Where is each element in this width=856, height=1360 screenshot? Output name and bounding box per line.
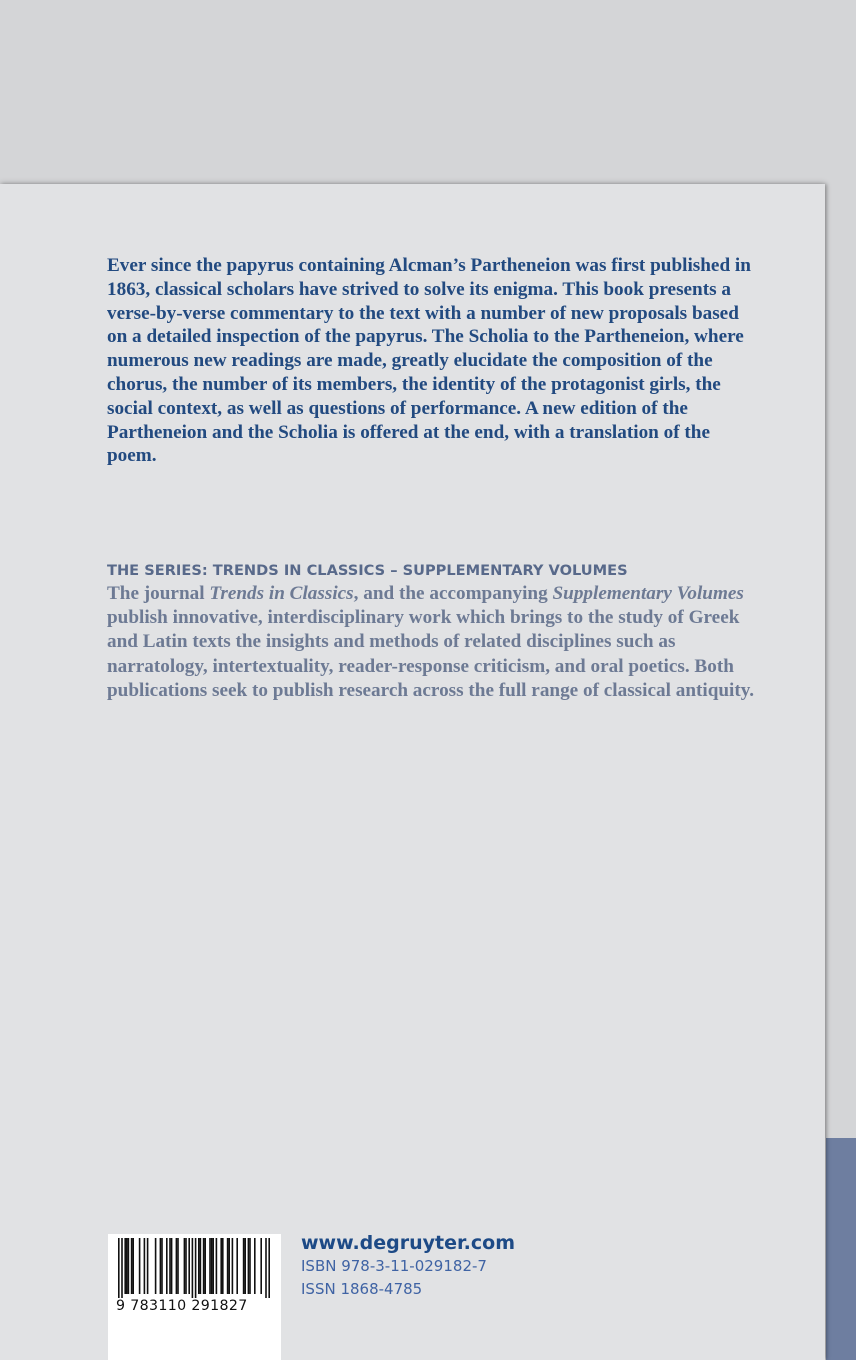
journal-title: Trends in Classics [209,583,354,604]
barcode-bar [128,1238,130,1294]
barcode-bar [126,1238,128,1294]
series-heading: THE SERIES: TRENDS IN CLASSICS – SUPPLEMENTARY VOLUMES [107,562,628,579]
book-description: Ever since the papyrus containing Alcman’s Partheneion was first published in 1863, classical scholars have strived to solve its enigma. This book presents a verse-by-verse commentary to the text with a number of new proposals based on a detailed inspection of the papyrus. The Scholia to the Partheneion, where numerous new readings are made, greatly elucidate the composition of the chorus, the number of its members, the identity of the protagonist girls, the social context, as well as questions of performance. A new edition of the Partheneion and the Scholia is offered at the end, with a translation of the poem. [107,255,751,467]
barcode-bar [131,1238,133,1294]
isbn: ISBN 978-3-11-029182-7 [301,1257,487,1275]
barcode-bar [232,1238,234,1294]
series-intro: The journal [107,583,210,604]
barcode-digits: 9 783110 291827 [116,1298,248,1314]
barcode-bar [260,1238,262,1294]
barcode-bar [249,1238,251,1294]
barcode-bar [222,1238,224,1294]
barcode-bar [121,1238,123,1298]
barcode-bar [254,1238,256,1294]
barcode-bar [177,1238,179,1294]
series-description [107,582,757,703]
barcode-bar [192,1238,194,1298]
barcode-bar [169,1238,171,1294]
barcode-bar [155,1238,157,1294]
publisher-url[interactable]: www.degruyter.com [301,1232,515,1254]
barcode-bar [244,1238,246,1294]
barcode-bar [227,1238,229,1294]
barcode-bar [132,1238,134,1294]
spine-strip [826,1138,856,1360]
barcode-bar [124,1238,126,1294]
barcode-bar [144,1238,146,1294]
barcode-bar [147,1238,149,1294]
barcode-bar [198,1238,200,1294]
barcode-bar [171,1238,173,1294]
barcode-bar [139,1238,141,1294]
series-rest: publish innovative, interdisciplinary work which brings to the study of Greek and Latin texts the insights and methods of related disciplines such as narratology, intertextuality, reader-response criticism, and oral poetics. Both publications seek to publish research across the full range of classical antiquity. [107,607,755,701]
barcode-bar [248,1238,250,1294]
barcode-bar [228,1238,230,1294]
barcode [108,1234,281,1360]
barcode-bar [184,1238,186,1294]
barcode-bar [216,1238,218,1294]
barcode-bar [166,1238,168,1294]
barcode-bar [118,1238,120,1298]
barcode-bar [203,1238,205,1294]
barcode-bar [220,1238,222,1294]
issn: ISSN 1868-4785 [301,1280,423,1298]
barcode-bar [268,1238,270,1298]
barcode-bar [195,1238,197,1298]
publisher-block [301,1231,515,1301]
barcode-bar [204,1238,206,1294]
barcode-bar [265,1238,267,1298]
barcode-bar [209,1238,211,1294]
barcode-bar [200,1238,202,1294]
series-mid: , and the accompanying [353,583,553,604]
barcode-bar [160,1238,162,1294]
barcode-bar [243,1238,245,1294]
barcode-bar [236,1238,238,1294]
volumes-title: Supplementary Volumes [552,583,744,604]
barcode-bar [161,1238,163,1294]
barcode-bar [176,1238,178,1294]
barcode-bar [211,1238,213,1294]
barcode-bar [185,1238,187,1294]
barcode-bars [118,1238,270,1298]
back-cover [0,184,825,1360]
barcode-bar [188,1238,190,1294]
barcode-bar [212,1238,214,1294]
